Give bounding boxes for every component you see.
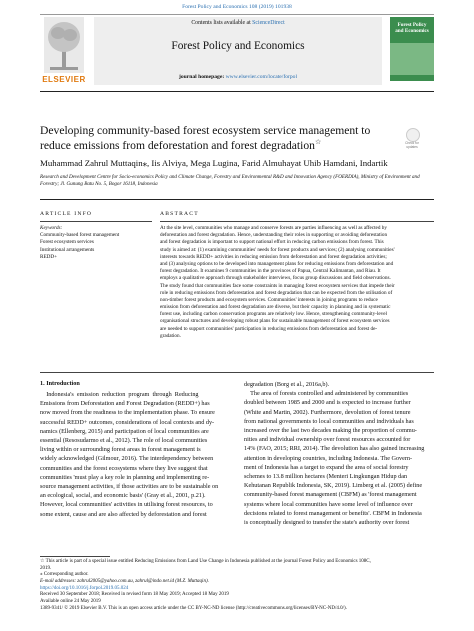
homepage-line [94,74,382,80]
footnote-line: ⁎ Corresponding author. [40,572,89,578]
body-line: an ecological, social, and economic basis' (Gray et al., 2001, p.21). [40,492,206,500]
abstract-line: At the site level, communities who manage and conserve forests are parties influencing as well as affected by [160,225,387,231]
homepage-link[interactable]: www.elsevier.com/locate/forpol [225,74,298,80]
body-line: essential (Resosudarmo et al., 2012). The role of local communities [40,437,208,445]
body-line: namics (Ellenberg, 2015) and participation of local communities are [40,427,209,435]
body-line: (White and Martin, 2002). Furthermore, devolution of forest tenure [244,408,411,416]
sciencedirect-link[interactable]: ScienceDirect [252,20,285,26]
abstract-line: non-timber forest products and ecosystem services. Communities' interests in joining programs to reduce [160,296,378,303]
license-line[interactable]: 1389-9341/ © 2019 Elsevier B.V. This is an open access article under the CC BY-NC-ND license (http://creativecommons.org/licenses/BY-NC-ND/4.0/). [40,605,347,611]
cover-title: Forest Policy and Economics [395,22,429,34]
body-column-left [40,390,230,519]
body-line: doubled between 1985 and 2000 and is expected to increase further [244,399,411,407]
body-line: living within or surrounding forest areas in forest management is [40,446,201,454]
header-top-rule [40,14,434,15]
body-line: communities 'must play a key role in planning and implementing re- [40,473,210,481]
article-info-heading: ARTICLE INFO [40,211,93,217]
cover-band [390,43,434,75]
body-line: source management activities, if those activities are to be sustainable on [40,483,219,491]
abstract-heading: ABSTRACT [160,211,199,217]
abstract-line: interests towards REDD+ activities in reducing emission from deforestation and forest degradation activities; [160,253,387,260]
footnotes [40,559,434,613]
body-line: schemes to 13.8 million hectares (Menteri Lingkungan Hidup dan [244,473,408,481]
affiliation: Research and Development Centre for Socio-economics Policy and Climate Change, Forestry and Environmental R&D and Innovation Agency (FOERDIA), Ministry of Environment and Forestry; Jl. Gunung Batu No. 5, Bogor 16118, Indonesia [40,174,420,187]
body-line: from national governments to local communities and individuals has [244,417,414,425]
body-line: ment of Indonesia has a target to expand the area of social forestry [244,463,409,471]
homepage-prefix: journal homepage: [178,74,226,80]
keyword-item: Forest ecosystem services [40,239,94,246]
body-line: now moved from the readiness to the implementation phase. To ensure [40,409,215,417]
abstract-line: The study found that communities face some constraints in managing forest ecosystem services that impede their [160,282,395,289]
abstract-line: are needed to support communities' participation in reducing emissions from deforestation and forest de- [160,325,378,332]
abstract-line: organisational structures and developing robust plans for sustainable management of forest ecosystem services [160,318,390,325]
crossmark-text: Check for updates [405,141,419,149]
abstract-line: and (3) analysing options to be developed into management plans for reducing emissions from deforestation and [160,260,394,267]
journal-cover-image[interactable] [390,17,434,81]
footnote-line: Received 30 September 2018; Received in revised form 18 May 2019; Accepted 18 May 2019 [40,592,229,598]
contents-prefix: Contents lists available at [191,20,253,26]
doi-link[interactable]: https://doi.org/10.1016/j.forpol.2019.05.024 [40,585,129,591]
body-line: nities and individual ownership over forest resources accounted for [244,436,411,444]
body-line: The area of forests controlled and administered by communities [244,390,409,398]
abstract-line: forest degradation. It examines 9 communities in the provinces of Papua, Central Kalimantan, and Riau. It [160,268,381,275]
body-line: However, local communities' activities in utilising forest resources, to [40,501,213,509]
body-line: Emissions from Deforestation and Forest Degradation (REDD+) has [40,400,210,408]
abstract-line: employs a qualitative approach through stakeholder interviews, focus group discussions and field observations. [160,275,391,282]
abstract-line: forest use, including carbon conservation programs are relatively low. Hence, strengthening community-level [160,311,387,318]
abstract-line: deforestation and forest degradation. Hence, understanding their roles in supporting or avoiding deforestation [160,232,388,239]
article-title [40,124,390,152]
body-line: successful REDD+ outcomes, considerations of local contexts and dy- [40,418,215,426]
journal-banner [94,17,382,85]
crossmark-icon [406,128,420,142]
body-line: attention in developing countries, including Indonesia. The Govern- [244,454,413,462]
keyword-item: REDD+ [40,253,58,260]
body-line: 14% (FAO, 2015; RRI, 2014). The devolution has also gained increasing [244,445,425,453]
abstract-text [160,225,434,340]
body-column-right [244,380,434,527]
body-line: systems where local communities have some level of influence over [244,500,413,508]
body-line: widely acknowledged (Gilmour, 2016). The interdependency between [40,455,214,463]
abstract-line: and forest degradation is important to support national effort in reducing carbon emissions from forest. This [160,239,384,246]
publisher-logo [40,17,88,85]
article-info-rule [40,221,152,222]
footnote-line: ☆ This article is part of a special issue entitled Reducing Emissions from Land Use Change in Indonesia published at the journal Forest Policy and Economics 108C, [40,559,371,564]
abstract-line: role in reducing emissions from deforestation and forest degradation that can be expected from the utilisation of [160,289,393,296]
crossmark-badge[interactable] [404,128,420,150]
keywords-block [40,225,152,261]
contents-line [94,20,382,26]
abstract-line: gradation. [160,332,181,339]
title-footnote-mark[interactable]: ☆ [314,137,322,146]
abstract-line: study is aimed at: (1) examining communities' needs for forest products and services; (2) analysing communities' [160,246,395,253]
body-line: is conceptually designed to transfer the state's authority over forest [244,519,410,527]
footnote-line: Available online 24 May 2019 [40,599,101,605]
footnote-line: E-mail addresses: zahrul2005@yahoo.com.au, zahrul@indo.net.id (M.Z. Muttaqin). [40,579,209,585]
footnote-line: 2019. [40,565,52,571]
body-line: degradation (Borg et al., 2016a,b). [244,381,330,388]
body-line: some extent, cause and are also affected by deforestation and forest [40,510,207,518]
introduction-heading: 1. Introduction [40,380,80,387]
body-line: Indonesia's emission reduction program through Reducing [40,391,199,398]
keywords-label: Keywords: [40,225,63,231]
body-line: increased over the last two decades making the proportion of commu- [244,427,417,435]
keyword-item: Institutional arrangements [40,246,95,253]
abstract-line: emission from deforestation and forest degradation are diverse, but their capacity in planning and in systematic [160,304,391,311]
body-line: community-based forest management (CBFM) as 'forest management [244,491,417,499]
body-line: Kehutanan Republik Indonesia, SK, 2019). Limberg et al. (2005) define [244,482,423,490]
journal-name: Forest Policy and Economics [171,40,305,52]
tree-logo-icon [44,17,84,73]
author-list: Muhammad Zahrul Muttaqin⁎, Iis Alviya, Mega Lugina, Farid Almuhayat Uhib Hamdani, Indartik [40,158,388,168]
section-rule [40,199,434,200]
body-line: communities and the forest ecosystems where they live suggest that [40,464,208,472]
journal-reference[interactable]: Forest Policy and Economics 108 (2019) 101938 [182,4,292,10]
abstract-bottom-rule [40,372,434,373]
article-title-text: Developing community-based forest ecosystem service management to reduce emissions from deforestation and forest degradation [40,124,371,152]
abstract-rule [160,221,434,222]
body-line: decisions related to forest management or benefits'. CBFM in Indonesia [244,509,422,517]
footnote-rule [40,556,110,557]
publisher-logo-text: ELSEVIER [42,75,86,84]
header-bottom-rule [40,91,434,92]
keyword-item: Community-based forest management [40,232,120,239]
